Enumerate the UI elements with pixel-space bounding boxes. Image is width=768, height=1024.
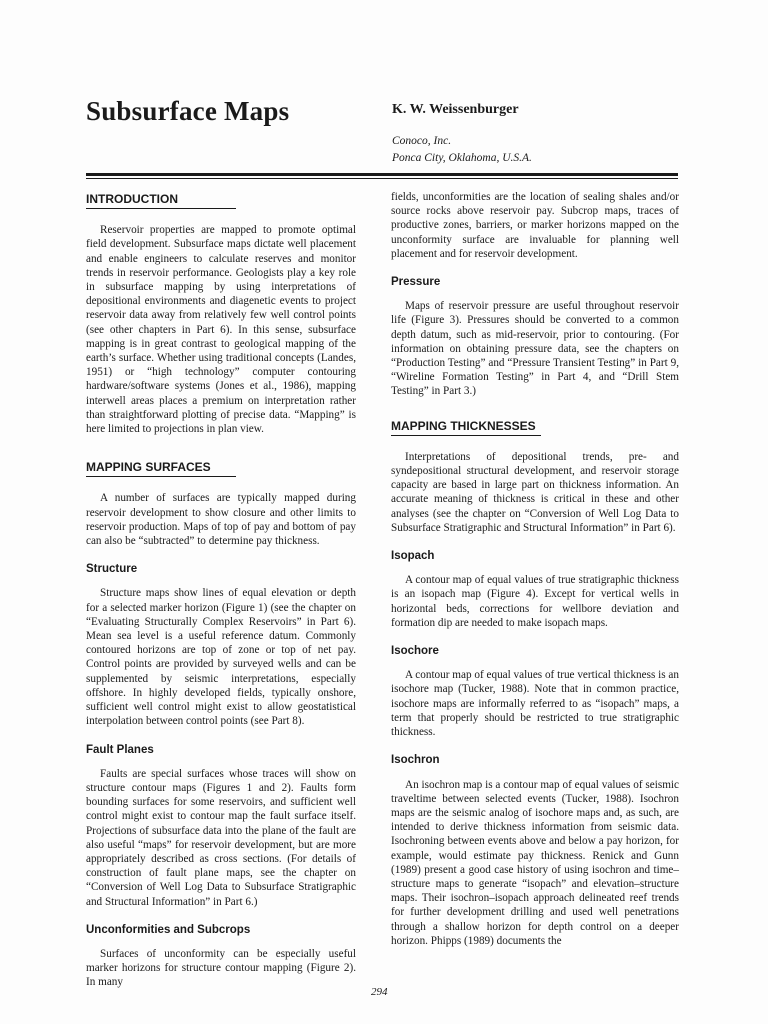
author-name: K. W. Weissenburger (392, 102, 519, 117)
header-rule-thick (86, 173, 678, 176)
isochron-paragraph: An isochron map is a contour map of equal values of seismic traveltime between selected events (Tucker, 1988). Isochron maps are the seismic analog of isochore maps and, as such, are intended to derive thickness information from seismic data. Isochroning between events above and below a pay horizon, for example, would estimate pay thickness. Renick and Gunn (1989) present a good case history of using isochron and time–structure maps to generate “isopach” and elevation–structure maps. Their isochron–isopach approach delineated reef trends for further development drilling and used well penetrations through a shallow horizon for depth control on a deeper horizon. Phipps (1989) documents the (391, 778, 679, 947)
header-rule-thin (86, 178, 678, 179)
fault-planes-paragraph: Faults are special surfaces whose traces will show on structure contour maps (Figures 1 and 2). Faults form bounding surfaces for some reservoirs, and sufficient well control might exist to contour map the fault surface itself. Projections of subsurface data into the plane of the fault are also useful “maps” for reservoir development, but are more appropriately described as cross sections. (For details of construction of fault plane maps, see the chapter on “Conversion of Well Log Data to Subsurface Stratigraphic and Structural Information” in Part 6.) (86, 767, 356, 908)
structure-paragraph: Structure maps show lines of equal elevation or depth for a selected marker horizon (Figure 1) (see the chapter on “Evaluating Structurally Complex Reservoirs” in Part 6). Mean sea level is a useful reference datum. Commonly contoured horizons are top of zone or top of net pay. Control points are provided by surveyed wells and can be supplemented by seismic interpretations, especially offshore. In highly developed fields, typically onshore, sufficient well control might exist to allow geostatistical interpolation between control points (see Part 8). (86, 587, 356, 728)
mapping-thicknesses-paragraph: Interpretations of depositional trends, pre- and syndepositional structural development, and reservoir storage capacity are based in large part on thickness information. An accurate meaning of thickness is critical in these and other analyses (see the chapter on “Conversion of Well Log Data to Subsurface Stratigraphic and Structural Information” in Part 6). (391, 450, 679, 534)
mapping-surfaces-heading: MAPPING SURFACES (86, 460, 236, 477)
isochron-heading: Isochron (391, 754, 440, 767)
affiliation-company: Conoco, Inc. (392, 135, 452, 147)
structure-heading: Structure (86, 563, 138, 576)
continuation-paragraph: fields, unconformities are the location of sealing shales and/or source rocks above reservoir pay. Subcrop maps, traces of productive zones, barriers, or marker horizons mapped on the unconformity surface are invaluable for planning well placement and for reservoir development. (391, 191, 679, 260)
isochore-heading: Isochore (391, 645, 439, 658)
pressure-paragraph: Maps of reservoir pressure are useful throughout reservoir life (Figure 3). Pressures should be converted to a common depth datum, such as mid-reservoir, prior to contouring. (For information on obtaining pressure data, see the chapters on “Production Testing” and “Pressure Transient Testing” in Part 9, “Wireline Formation Testing” in Part 4, and “Drill Stem Testing” in Part 3.) (391, 300, 679, 398)
author-affiliation (392, 133, 532, 167)
affiliation-location: Ponca City, Oklahoma, U.S.A. (392, 152, 532, 164)
unconformities-heading: Unconformities and Subcrops (86, 923, 251, 936)
isochore-paragraph: A contour map of equal values of true vertical thickness is an isochore map (Tucker, 1988). Note that in common practice, isochore maps are informally referred to as “isopach” maps, a term that properly should be restricted to true stratigraphic thickness. (391, 669, 679, 739)
mapping-surfaces-paragraph: A number of surfaces are typically mapped during reservoir development to show closure and other limits to reservoir production. Maps of top of pay and bottom of pay can also be “subtracted” to determine pay thickness. (86, 492, 356, 548)
mapping-thicknesses-heading: MAPPING THICKNESSES (391, 419, 541, 436)
fault-planes-heading: Fault Planes (86, 743, 154, 756)
introduction-heading: INTRODUCTION (86, 192, 236, 209)
left-column (86, 192, 356, 996)
introduction-paragraph: Reservoir properties are mapped to promote optimal field development. Subsurface maps dictate well placement and enable engineers to calculate reserves and monitor trends in reservoir performance. Geologists play a key role in subsurface mapping by using interpretations of depositional environments and diagenetic events to project reservoir data away from relatively few well control points (see other chapters in Part 6). In this sense, subsurface mapping is in great contrast to geological mapping of the earth’s surface. Whether using traditional concepts (Landes, 1951) or “high technology” computer contouring hardware/software systems (Jones et al., 1986), mapping interwell areas places a premium on interpretation rather than straightforward plotting of precise data. “Mapping” is here limited to projections in plan view. (86, 224, 356, 436)
isopach-paragraph: A contour map of equal values of true stratigraphic thickness is an isopach map (Figure 4). Except for vertical wells in horizontal beds, corrections for wellbore deviation and formation dip are needed to make isopach maps. (391, 574, 679, 629)
pressure-heading: Pressure (391, 276, 441, 289)
page-number: 294 (371, 986, 388, 998)
unconformities-paragraph: Surfaces of unconformity can be especially useful marker horizons for structure contour mapping (Figure 2). In many (86, 947, 356, 989)
right-column (391, 190, 679, 954)
page-title: Subsurface Maps (86, 96, 290, 126)
isopach-heading: Isopach (391, 550, 435, 563)
